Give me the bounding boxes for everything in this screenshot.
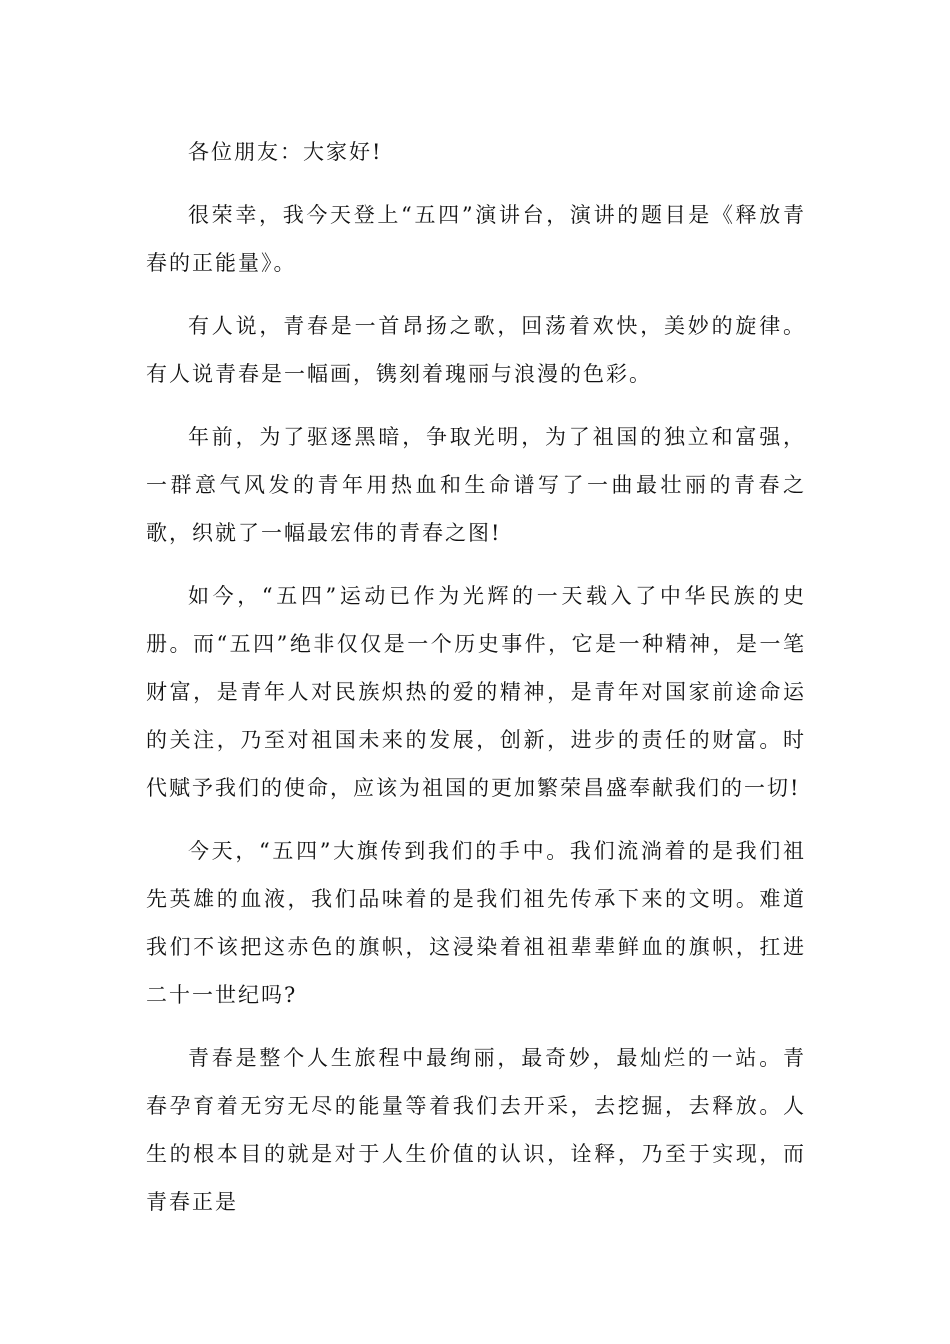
paragraph-youth-energy: 青春是整个人生旅程中最绚丽，最奇妙，最灿烂的一站。青春孕育着无穷无尽的能量等着我们去开采，去挖掘，去释放。人生的根本目的就是对于人生价值的认识，诠释，乃至于实现，而青春正是 [146,1046,806,1214]
paragraph-youth-song: 有人说，青春是一首昂扬之歌，回荡着欢快，美妙的旋律。有人说青春是一幅画，镌刻着瑰丽与浪漫的色彩。 [146,314,806,386]
document-body [146,128,806,1241]
paragraph-intro: 很荣幸，我今天登上“五四”演讲台，演讲的题目是《释放青春的正能量》。 [146,203,806,275]
paragraph-may-fourth-spirit: 如今，“五四”运动已作为光辉的一天载入了中华民族的史册。而“五四”绝非仅仅是一个历史事件，它是一种精神，是一笔财富，是青年人对民族炽热的爱的精神，是青年对国家前途命运的关注，乃至对祖国未来的发展，创新，进步的责任的财富。时代赋予我们的使命，应该为祖国的更加繁荣昌盛奉献我们的一切! [146,584,806,800]
paragraph-history: 年前，为了驱逐黑暗，争取光明，为了祖国的独立和富强，一群意气风发的青年用热血和生命谱写了一曲最壮丽的青春之歌，织就了一幅最宏伟的青春之图! [146,425,806,545]
paragraph-greeting: 各位朋友：大家好! [188,140,383,164]
paragraph-banner: 今天，“五四”大旗传到我们的手中。我们流淌着的是我们祖先英雄的血液，我们品味着的是我们祖先传承下来的文明。难道我们不该把这赤色的旗帜，这浸染着祖祖辈辈鲜血的旗帜，扛进二十一世纪吗? [146,839,806,1007]
